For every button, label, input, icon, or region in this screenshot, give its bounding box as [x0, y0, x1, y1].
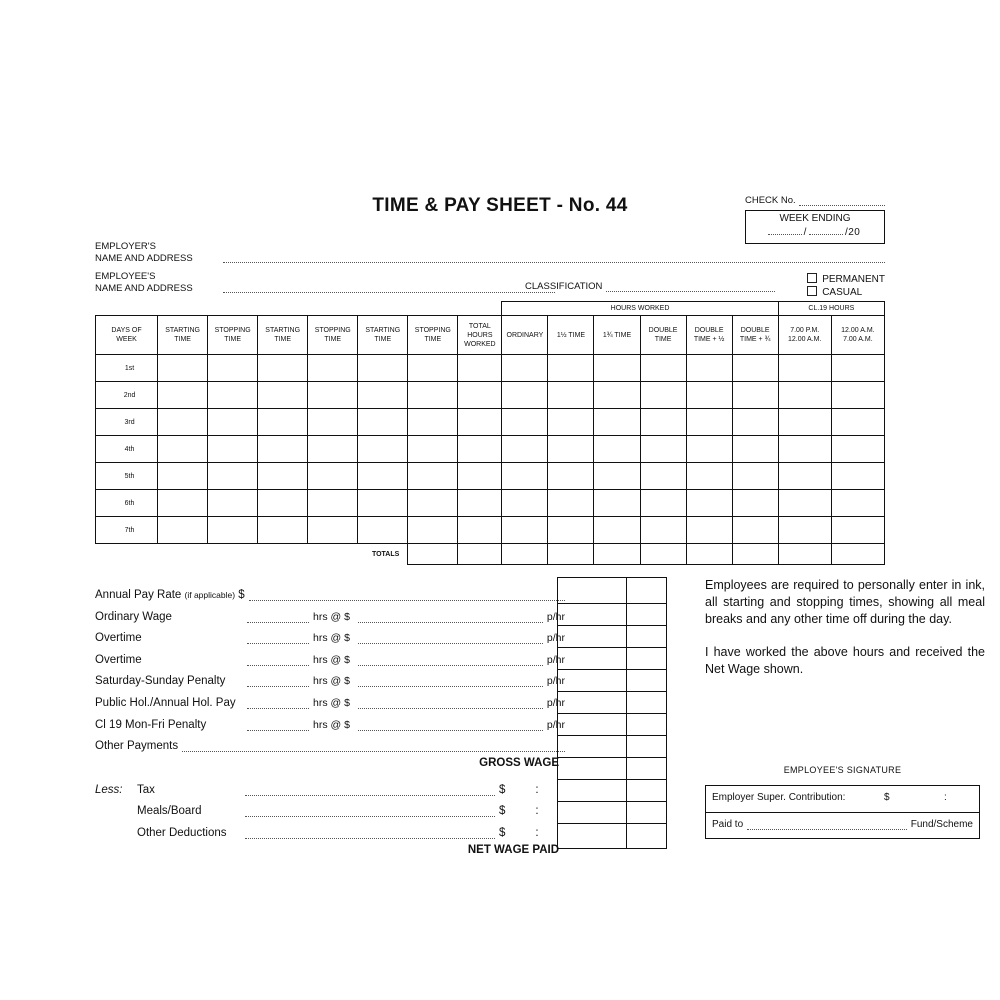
cell[interactable]	[258, 382, 308, 409]
cell[interactable]	[686, 544, 732, 565]
permanent-checkbox-row[interactable]	[807, 273, 885, 286]
check-block	[745, 195, 885, 244]
col-stopping-time-1: STOPPING TIME	[208, 316, 258, 355]
cell[interactable]	[778, 355, 831, 382]
pay-line-rate-input[interactable]	[358, 698, 543, 709]
amounts-box-rule	[558, 669, 666, 670]
week-ending-box	[745, 210, 885, 244]
col-ordinary: ORDINARY	[502, 316, 548, 355]
cell[interactable]	[502, 490, 548, 517]
header-row	[95, 195, 885, 241]
deduction-colon: :	[535, 805, 539, 818]
cell[interactable]	[158, 436, 208, 463]
cell[interactable]	[594, 463, 640, 490]
cell[interactable]	[158, 355, 208, 382]
group-header-hours-worked: HOURS WORKED	[502, 302, 778, 316]
cell[interactable]	[208, 517, 258, 544]
cell[interactable]	[158, 382, 208, 409]
cell[interactable]	[778, 544, 831, 565]
cell[interactable]	[778, 409, 831, 436]
col-starting-time-2: STARTING TIME	[258, 316, 308, 355]
col-double-time: DOUBLE TIME	[640, 316, 686, 355]
col-double-time-plus-half: DOUBLE TIME + ½	[686, 316, 732, 355]
annual-pay-rate-input[interactable]	[249, 590, 565, 601]
pay-row-overtime-2	[95, 644, 565, 666]
cell[interactable]	[158, 409, 208, 436]
cell[interactable]	[258, 355, 308, 382]
week-ending-label: WEEK ENDING	[779, 213, 851, 224]
deduction-currency: $	[499, 826, 506, 839]
super-currency: $	[884, 792, 890, 803]
cell[interactable]	[208, 490, 258, 517]
pay-line-label: Overtime	[95, 653, 142, 666]
annual-pay-rate-note: (if applicable)	[184, 590, 236, 600]
cell[interactable]	[502, 463, 548, 490]
pay-line-label: Overtime	[95, 632, 142, 645]
pay-row-overtime-1	[95, 623, 565, 645]
cell[interactable]	[308, 490, 358, 517]
fund-scheme-label: Fund/Scheme	[910, 819, 973, 830]
cell[interactable]	[458, 490, 502, 517]
deduction-input[interactable]	[245, 806, 495, 817]
col-starting-time-1: STARTING TIME	[158, 316, 208, 355]
col-stopping-time-2: STOPPING TIME	[308, 316, 358, 355]
cell[interactable]	[778, 517, 831, 544]
paid-to-input[interactable]	[747, 820, 907, 830]
employment-type-group	[807, 273, 885, 299]
col-cl19-night: 12.00 A.M. 7.00 A.M.	[831, 316, 884, 355]
lower-section	[95, 577, 985, 877]
cell[interactable]	[778, 463, 831, 490]
pay-row-other-payments	[95, 731, 565, 753]
col-one-and-half-time: 1½ TIME	[548, 316, 594, 355]
cell[interactable]	[594, 355, 640, 382]
pay-line-hours-input[interactable]	[247, 698, 309, 709]
casual-checkbox-row[interactable]	[807, 286, 885, 299]
col-double-time-plus-three-quarter: DOUBLE TIME + ¾	[732, 316, 778, 355]
totals-label: TOTALS	[371, 550, 400, 558]
col-cl19-evening: 7.00 P.M. 12.00 A.M.	[778, 316, 831, 355]
cell[interactable]	[778, 382, 831, 409]
employer-label: EMPLOYER'S NAME AND ADDRESS	[95, 241, 193, 264]
employer-row	[95, 241, 885, 271]
less-label: Less:	[95, 783, 123, 796]
paid-to-row[interactable]	[706, 812, 979, 838]
cell[interactable]	[732, 544, 778, 565]
cell[interactable]	[732, 409, 778, 436]
other-payments-input[interactable]	[182, 741, 565, 752]
hrs-at-label: hrs @ $	[313, 718, 350, 731]
employee-label: EMPLOYEE'S NAME AND ADDRESS	[95, 271, 193, 294]
cell[interactable]	[502, 355, 548, 382]
notices	[705, 577, 985, 694]
table-row	[96, 355, 885, 382]
hrs-at-label: hrs @ $	[313, 675, 350, 688]
classification-field	[525, 281, 775, 292]
cell[interactable]	[732, 355, 778, 382]
per-hour-label: p/hr	[546, 610, 565, 623]
deduction-colon: :	[535, 783, 539, 796]
col-one-and-three-quarter-time: 1¾ TIME	[594, 316, 640, 355]
cell[interactable]	[732, 382, 778, 409]
cell[interactable]	[358, 517, 408, 544]
cell[interactable]	[548, 355, 594, 382]
timesheet-grid	[95, 301, 885, 565]
cell[interactable]	[408, 436, 458, 463]
cell[interactable]	[458, 409, 502, 436]
cell[interactable]	[732, 490, 778, 517]
notice-paragraph-2: I have worked the above hours and received the Net Wage shown.	[705, 645, 985, 676]
cell[interactable]	[640, 517, 686, 544]
cell[interactable]	[548, 409, 594, 436]
classification-input[interactable]	[606, 282, 775, 292]
amounts-box[interactable]	[557, 577, 667, 849]
pay-line-label: Cl 19 Mon-Fri Penalty	[95, 718, 207, 731]
cell[interactable]	[158, 490, 208, 517]
cell[interactable]	[831, 490, 884, 517]
cell[interactable]	[831, 355, 884, 382]
cell[interactable]	[778, 436, 831, 463]
cell[interactable]	[502, 544, 548, 565]
cell[interactable]	[408, 490, 458, 517]
cell[interactable]	[686, 355, 732, 382]
cell[interactable]	[358, 382, 408, 409]
deduction-row-tax	[95, 774, 565, 796]
cell[interactable]	[831, 436, 884, 463]
gross-wage-label: GROSS WAGE	[479, 757, 559, 770]
cell[interactable]	[686, 463, 732, 490]
cell[interactable]	[208, 463, 258, 490]
check-no-input[interactable]	[799, 196, 885, 206]
pay-line-rate-input[interactable]	[358, 720, 543, 731]
cell[interactable]	[458, 436, 502, 463]
annual-pay-rate-currency: $	[238, 589, 245, 601]
pay-line-label: Ordinary Wage	[95, 610, 172, 623]
cell[interactable]	[308, 463, 358, 490]
table-row	[96, 490, 885, 517]
cell[interactable]	[308, 382, 358, 409]
paid-to-label: Paid to	[712, 819, 744, 830]
cell[interactable]	[208, 355, 258, 382]
cell[interactable]	[358, 355, 408, 382]
cell[interactable]	[686, 517, 732, 544]
net-wage-paid-label: NET WAGE PAID	[467, 843, 559, 856]
cell[interactable]	[408, 409, 458, 436]
classification-label: CLASSIFICATION	[525, 281, 603, 292]
cell[interactable]	[640, 463, 686, 490]
cell[interactable]	[408, 355, 458, 382]
cell[interactable]	[408, 517, 458, 544]
check-no-line	[745, 195, 885, 206]
annual-pay-rate-label: Annual Pay Rate	[95, 589, 182, 601]
annual-pay-rate-row	[95, 577, 565, 601]
cell[interactable]	[831, 409, 884, 436]
pay-line-hours-input[interactable]	[247, 655, 309, 666]
amounts-box-rule	[558, 779, 666, 780]
cell[interactable]	[458, 517, 502, 544]
pay-line-rate-input[interactable]	[358, 676, 543, 687]
pay-row-ordinary-wage	[95, 601, 565, 623]
pay-line-hours-input[interactable]	[247, 676, 309, 687]
deduction-input[interactable]	[245, 828, 495, 839]
amounts-box-rule	[558, 603, 666, 604]
cell[interactable]	[208, 436, 258, 463]
super-contribution-box	[705, 785, 980, 839]
employee-row	[95, 271, 885, 301]
col-days-of-week: DAYS OF WEEK	[96, 316, 158, 355]
totals-row	[96, 544, 885, 565]
cell[interactable]	[831, 517, 884, 544]
cell[interactable]	[458, 355, 502, 382]
cell[interactable]	[640, 490, 686, 517]
cell[interactable]	[458, 382, 502, 409]
pay-line-hours-input[interactable]	[247, 720, 309, 731]
cell[interactable]	[548, 544, 594, 565]
amounts-box-rule	[558, 625, 666, 626]
cell[interactable]	[594, 490, 640, 517]
cell[interactable]	[258, 490, 308, 517]
cell[interactable]	[502, 436, 548, 463]
cell[interactable]	[594, 436, 640, 463]
time-and-pay-sheet	[95, 195, 985, 856]
cell[interactable]	[408, 463, 458, 490]
day-label: 2nd	[96, 382, 158, 409]
cell[interactable]	[686, 409, 732, 436]
grid-group-header-row	[96, 302, 885, 316]
cell[interactable]	[502, 382, 548, 409]
cell[interactable]	[548, 463, 594, 490]
per-hour-label: p/hr	[546, 632, 565, 645]
cell[interactable]	[640, 409, 686, 436]
cell[interactable]	[640, 355, 686, 382]
group-header-cl19: CL.19 HOURS	[778, 302, 884, 316]
amounts-box-rule	[558, 757, 666, 758]
day-label: 4th	[96, 436, 158, 463]
notice-paragraph-1: Employees are required to personally enter in ink, all starting and stopping times, showing all meal breaks and any other time off during the day.	[705, 578, 985, 626]
pay-row-cl19-penalty	[95, 709, 565, 731]
cell[interactable]	[594, 517, 640, 544]
table-row	[96, 517, 885, 544]
day-label: 7th	[96, 517, 158, 544]
cell[interactable]	[358, 490, 408, 517]
cell[interactable]	[458, 544, 502, 565]
cell[interactable]	[548, 490, 594, 517]
deduction-input[interactable]	[245, 785, 495, 796]
amounts-box-rule	[558, 713, 666, 714]
check-no-label: CHECK No.	[745, 195, 796, 206]
amounts-box-rule	[558, 647, 666, 648]
deduction-label: Tax	[137, 783, 155, 796]
cell[interactable]	[686, 436, 732, 463]
cell[interactable]	[502, 409, 548, 436]
hrs-at-label: hrs @ $	[313, 632, 350, 645]
hrs-at-label: hrs @ $	[313, 610, 350, 623]
pay-line-rate-input[interactable]	[358, 655, 543, 666]
employee-name-input[interactable]	[223, 292, 555, 293]
cell[interactable]	[831, 544, 884, 565]
cell[interactable]	[732, 517, 778, 544]
other-payments-label: Other Payments	[95, 740, 179, 753]
casual-checkbox[interactable]	[807, 286, 817, 296]
cell[interactable]	[258, 436, 308, 463]
cell[interactable]	[208, 409, 258, 436]
cell[interactable]	[732, 463, 778, 490]
cell[interactable]	[502, 517, 548, 544]
cell[interactable]	[308, 409, 358, 436]
pay-row-holiday-pay	[95, 687, 565, 709]
deduction-currency: $	[499, 805, 506, 818]
day-label: 3rd	[96, 409, 158, 436]
cell[interactable]	[594, 382, 640, 409]
pay-breakdown-list	[95, 577, 565, 861]
cell[interactable]	[408, 544, 458, 565]
page-title: TIME & PAY SHEET - No. 44	[372, 195, 628, 216]
amounts-box-rule	[558, 691, 666, 692]
cell[interactable]	[640, 436, 686, 463]
cell[interactable]	[594, 409, 640, 436]
employee-signature-label: EMPLOYEE'S SIGNATURE	[783, 765, 902, 775]
cell[interactable]	[778, 490, 831, 517]
cell[interactable]	[548, 436, 594, 463]
cell[interactable]	[640, 544, 686, 565]
table-row	[96, 409, 885, 436]
cell[interactable]	[686, 382, 732, 409]
cell[interactable]	[640, 382, 686, 409]
cell[interactable]	[308, 436, 358, 463]
permanent-checkbox[interactable]	[807, 273, 817, 283]
deduction-colon: :	[535, 826, 539, 839]
cell[interactable]	[548, 382, 594, 409]
day-label: 6th	[96, 490, 158, 517]
super-contribution-row[interactable]	[706, 786, 979, 812]
cell[interactable]	[408, 382, 458, 409]
pay-line-hours-input[interactable]	[247, 612, 309, 623]
cell[interactable]	[258, 517, 308, 544]
table-row	[96, 436, 885, 463]
per-hour-label: p/hr	[546, 718, 565, 731]
deduction-row-meals-board	[95, 796, 565, 818]
employer-name-input[interactable]	[223, 262, 885, 263]
per-hour-label: p/hr	[546, 675, 565, 688]
amounts-box-rule	[558, 735, 666, 736]
cell[interactable]	[158, 517, 208, 544]
cell[interactable]	[358, 463, 408, 490]
super-colon: :	[944, 792, 947, 803]
pay-row-weekend-penalty	[95, 666, 565, 688]
table-row	[96, 382, 885, 409]
day-label: 1st	[96, 355, 158, 382]
week-ending-value[interactable]: / /20	[746, 227, 884, 238]
amounts-box-rule	[558, 801, 666, 802]
pay-line-rate-input[interactable]	[358, 633, 543, 644]
deduction-label: Meals/Board	[137, 805, 202, 818]
col-starting-time-3: STARTING TIME	[358, 316, 408, 355]
cell[interactable]	[258, 409, 308, 436]
cell[interactable]	[358, 436, 408, 463]
pay-line-label: Saturday-Sunday Penalty	[95, 675, 226, 688]
super-contribution-label: Employer Super. Contribution:	[712, 792, 846, 803]
amounts-box-rule	[558, 823, 666, 824]
col-total-hours-worked: TOTAL HOURS WORKED	[458, 316, 502, 355]
cell[interactable]	[258, 463, 308, 490]
per-hour-label: p/hr	[546, 696, 565, 709]
hrs-at-label: hrs @ $	[313, 696, 350, 709]
deduction-currency: $	[499, 783, 506, 796]
cell[interactable]	[686, 490, 732, 517]
per-hour-label: p/hr	[546, 653, 565, 666]
cell[interactable]	[358, 409, 408, 436]
cell[interactable]	[548, 517, 594, 544]
cell[interactable]	[158, 463, 208, 490]
hrs-at-label: hrs @ $	[313, 653, 350, 666]
pay-line-hours-input[interactable]	[247, 633, 309, 644]
deduction-label: Other Deductions	[137, 826, 227, 839]
cell[interactable]	[831, 382, 884, 409]
table-row	[96, 463, 885, 490]
deduction-row-other	[95, 817, 565, 839]
cell[interactable]	[831, 463, 884, 490]
cell[interactable]	[732, 436, 778, 463]
casual-label: CASUAL	[822, 287, 863, 298]
pay-line-label: Public Hol./Annual Hol. Pay	[95, 696, 236, 709]
col-stopping-time-3: STOPPING TIME	[408, 316, 458, 355]
permanent-label: PERMANENT	[822, 274, 885, 285]
grid-column-header-row	[96, 316, 885, 355]
pay-line-rate-input[interactable]	[358, 612, 543, 623]
cell[interactable]	[308, 355, 358, 382]
cell[interactable]	[208, 382, 258, 409]
day-label: 5th	[96, 463, 158, 490]
cell[interactable]	[308, 517, 358, 544]
cell[interactable]	[458, 463, 502, 490]
cell[interactable]	[594, 544, 640, 565]
